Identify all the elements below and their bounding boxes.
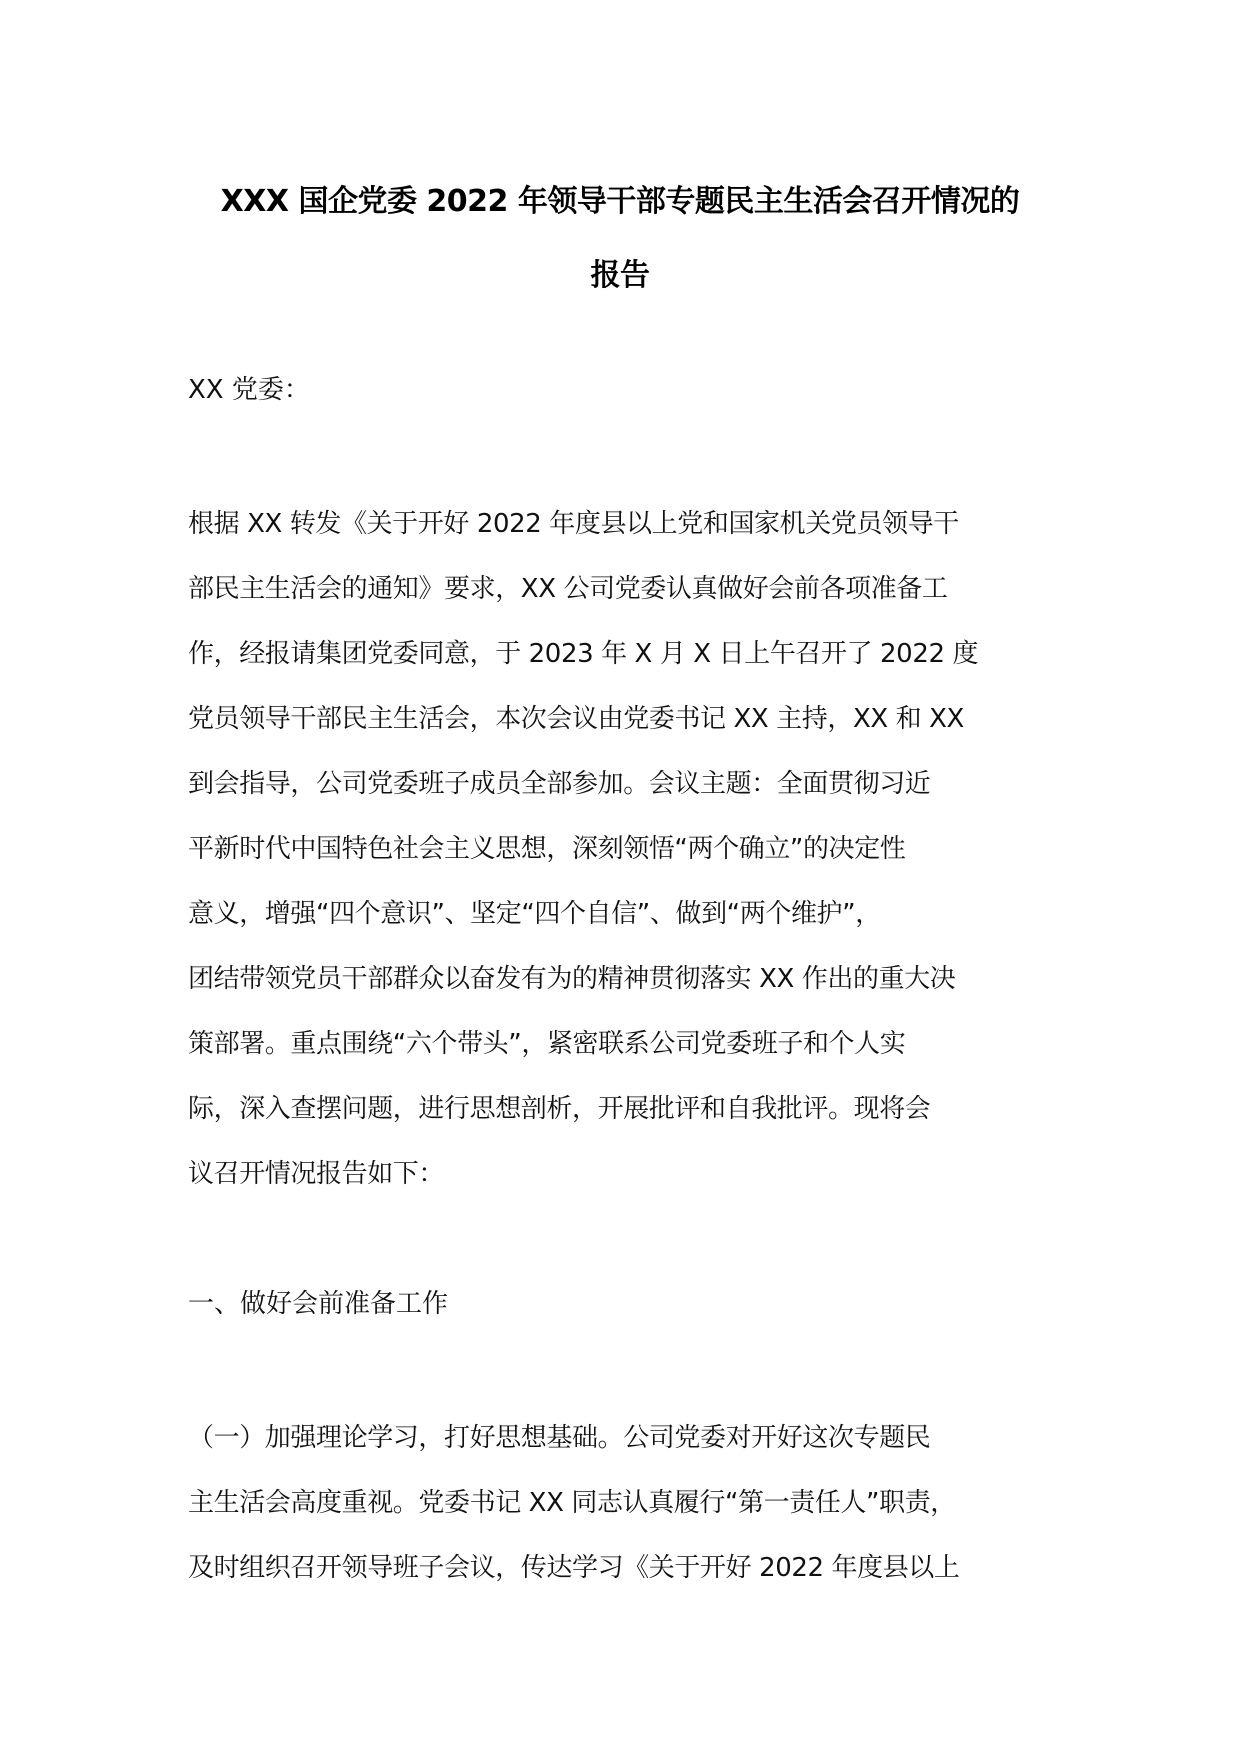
title-line-1: XXX 国企党委 2022 年领导干部专题民主生活会召开情况的 xyxy=(220,184,1020,219)
paragraph-line: 根据 XX 转发《关于开好 2022 年度县以上党和国家机关党员领导干 xyxy=(188,509,959,539)
paragraph-line: 主生活会高度重视。党委书记 XX 同志认真履行“第一责任人”职责， xyxy=(188,1488,956,1518)
title-line-2: 报告 xyxy=(590,258,650,293)
paragraph-line: 作，经报请集团党委同意，于 2023 年 X 月 X 日上午召开了 2022 度 xyxy=(188,639,979,669)
paragraph-line: 团结带领党员干部群众以奋发有为的精神贯彻落实 XX 作出的重大决 xyxy=(188,964,956,994)
subsection-paragraph xyxy=(188,1406,1088,1601)
paragraph-line: 党员领导干部民主生活会，本次会议由党委书记 XX 主持，XX 和 XX xyxy=(188,704,964,734)
paragraph-line: 策部署。重点围绕“六个带头”，紧密联系公司党委班子和个人实 xyxy=(188,1029,906,1059)
paragraph-line: 际，深入查摆问题，进行思想剖析，开展批评和自我批评。现将会 xyxy=(188,1094,931,1124)
paragraph-line: 到会指导，公司党委班子成员全部参加。会议主题：全面贯彻习近 xyxy=(188,769,931,799)
intro-paragraph xyxy=(188,492,1088,1207)
paragraph-line: 及时组织召开领导班子会议，传达学习《关于开好 2022 年度县以上 xyxy=(188,1553,960,1583)
paragraph-line: 意义，增强“四个意识”、坚定“四个自信”、做到“两个维护”， xyxy=(188,899,881,929)
document-title xyxy=(150,165,1090,313)
paragraph-line: 部民主生活会的通知》要求，XX 公司党委认真做好会前各项准备工 xyxy=(188,574,948,604)
paragraph-line: 议召开情况报告如下： xyxy=(188,1159,445,1189)
paragraph-line: （一）加强理论学习，打好思想基础。公司党委对开好这次专题民 xyxy=(188,1423,931,1453)
section-heading: 一、做好会前准备工作 xyxy=(188,1289,449,1319)
paragraph-line: 平新时代中国特色社会主义思想，深刻领悟“两个确立”的决定性 xyxy=(188,834,906,864)
salutation: XX 党委： xyxy=(188,375,310,405)
